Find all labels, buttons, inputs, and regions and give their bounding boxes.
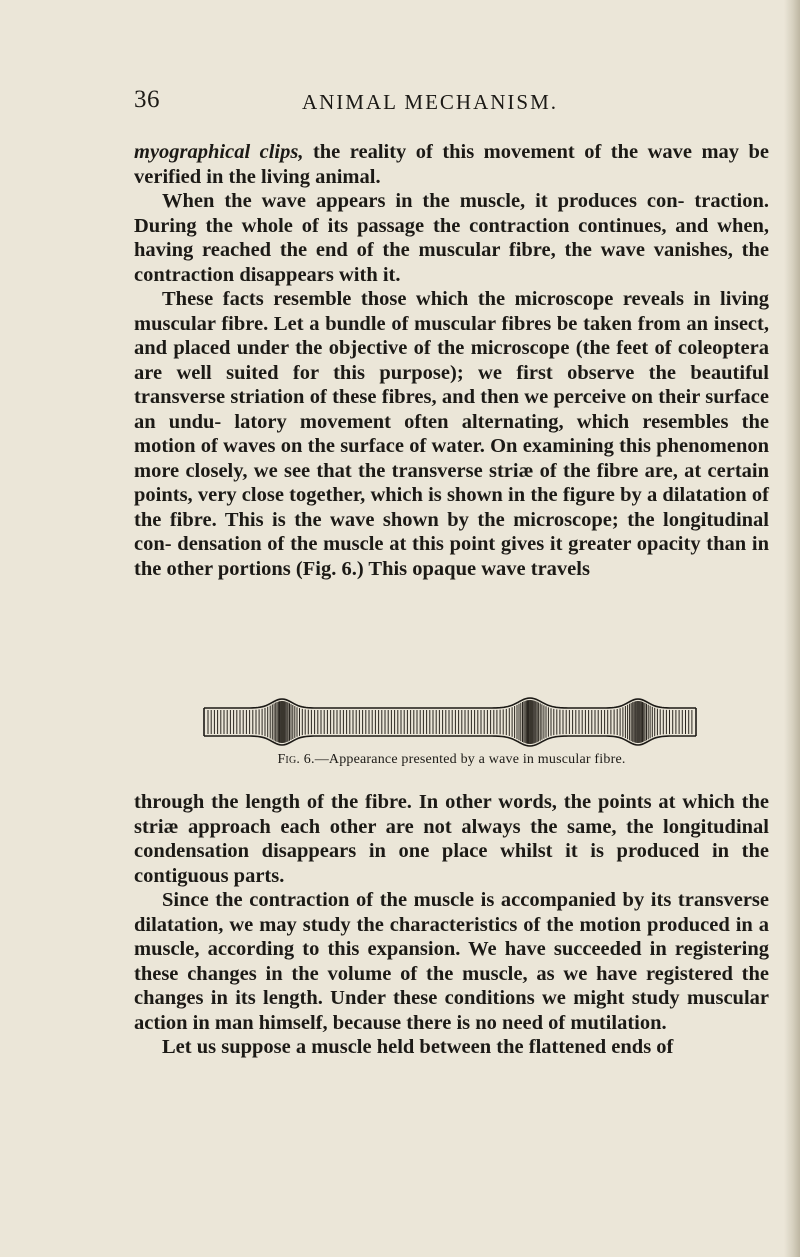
figure-muscle-fibre-wave: [200, 690, 700, 750]
paragraph: Since the contraction of the muscle is accompanied by its transverse dilatation, we may study the characteristics of the motion produced in a muscle, according to this expansion. We have succeeded in registering these changes in the volume of the muscle, as we have registered the changes in its length. Under these conditions we might study muscular action in man himself, because there is no need of mutilation.: [134, 889, 769, 1034]
page-number: 36: [134, 86, 160, 113]
paragraph: When the wave appears in the muscle, it produces con- traction. During the whole of its passage the contraction continues, and when, having reached the end of the muscular fibre, the wave vanishes, the contraction disappears with it.: [134, 190, 769, 286]
fibre-bottom-outline: [204, 736, 696, 746]
body-text-top: [134, 140, 769, 581]
paragraph-text: the reality of this movement of the wave may be verified in the living animal.: [134, 141, 769, 188]
paragraph-continued: through the length of the fibre. In other words, the points at which the striæ approach each other are not always the same, the longitudinal condensation disappears in one place whilst it is produced in the contiguous parts.: [134, 791, 769, 887]
muscle-fibre-illustration: [200, 690, 700, 750]
paragraph: Let us suppose a muscle held between the flattened ends of: [162, 1036, 674, 1058]
running-title: ANIMAL MECHANISM.: [301, 90, 559, 114]
paragraph-continued: [134, 140, 769, 189]
italic-phrase: myographical clips,: [134, 141, 304, 163]
figure-label: Fig. 6.: [277, 752, 315, 767]
figure-caption: [134, 752, 769, 768]
paragraph: These facts resemble those which the microscope reveals in living muscular fibre. Let a bundle of muscular fibres be taken from an insect, and placed under the objective of the microscope (the feet of coleoptera are well suited for this purpose); we first observe the beautiful transverse striation of these fibres, and then we perceive on their surface an undu- latory movement often alternating, which resembles the motion of waves on the surface of water. On examining this phenomenon more closely, we see that the transverse striæ of the fibre are, at certain points, very close together, which is shown in the figure by a dilatation of the fibre. This is the wave shown by the microscope; the longitudinal con- densation of the muscle at this point gives it greater opacity than in the other portions (Fig. 6.) This opaque wave travels: [134, 288, 769, 580]
body-text-bottom: [134, 790, 769, 1060]
page-edge-shadow: [784, 0, 800, 1257]
caption-text: —Appearance presented by a wave in muscular fibre.: [314, 752, 626, 767]
fibre-top-outline: [204, 698, 696, 708]
